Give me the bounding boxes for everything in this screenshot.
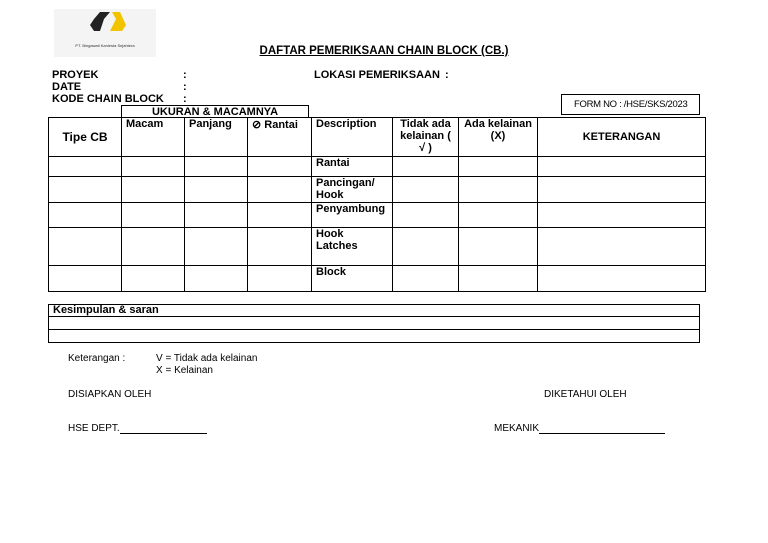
row-desc: Pancingan/ Hook bbox=[312, 177, 393, 203]
table-row bbox=[49, 203, 706, 228]
hse-sign bbox=[68, 423, 207, 434]
colon: : bbox=[183, 69, 187, 81]
cell[interactable] bbox=[459, 157, 538, 177]
cell[interactable] bbox=[122, 266, 185, 292]
cell[interactable] bbox=[122, 203, 185, 228]
cell[interactable] bbox=[393, 203, 459, 228]
logo-text: PT. Bingawati Kaniesta Sejahtera bbox=[75, 43, 135, 48]
row-desc: Rantai bbox=[312, 157, 393, 177]
form-no: FORM NO : /HSE/SKS/2023 bbox=[574, 99, 688, 110]
table-row bbox=[49, 228, 706, 266]
cell[interactable] bbox=[393, 177, 459, 203]
cell[interactable] bbox=[538, 203, 706, 228]
cell[interactable] bbox=[393, 228, 459, 266]
legend-label: Keterangan : bbox=[68, 353, 126, 364]
proyek-label: PROYEK bbox=[52, 69, 99, 81]
date-label: DATE bbox=[52, 81, 82, 93]
cell[interactable] bbox=[393, 157, 459, 177]
cell[interactable] bbox=[459, 228, 538, 266]
cell[interactable] bbox=[49, 266, 122, 292]
row-desc: Block bbox=[312, 266, 393, 292]
table-row bbox=[49, 157, 706, 177]
colon: : bbox=[445, 69, 449, 81]
cell[interactable] bbox=[538, 157, 706, 177]
cell[interactable] bbox=[459, 266, 538, 292]
cell[interactable] bbox=[538, 266, 706, 292]
cell[interactable] bbox=[49, 203, 122, 228]
form-no-box bbox=[561, 94, 700, 115]
header-panjang: Panjang bbox=[185, 118, 248, 157]
cell[interactable] bbox=[538, 228, 706, 266]
header-row bbox=[49, 118, 706, 157]
mekanik-sign-line[interactable] bbox=[539, 423, 665, 434]
cell[interactable] bbox=[248, 203, 312, 228]
cell[interactable] bbox=[393, 266, 459, 292]
cell[interactable] bbox=[248, 157, 312, 177]
header-description: Description bbox=[312, 118, 393, 157]
legend-x: X = Kelainan bbox=[156, 365, 213, 376]
colon: : bbox=[183, 93, 187, 105]
header-rantai: ⊘ Rantai bbox=[248, 118, 312, 157]
colon: : bbox=[183, 81, 187, 93]
page-title: DAFTAR PEMERIKSAAN CHAIN BLOCK (CB.) bbox=[259, 45, 509, 57]
kesimpulan-box[interactable] bbox=[48, 304, 700, 343]
kesimpulan-label: Kesimpulan & saran bbox=[49, 305, 699, 317]
table-row bbox=[49, 266, 706, 292]
cell[interactable] bbox=[459, 203, 538, 228]
kode-label: KODE CHAIN BLOCK bbox=[52, 93, 164, 105]
mekanik-sign bbox=[494, 423, 665, 434]
cell[interactable] bbox=[185, 177, 248, 203]
cell[interactable] bbox=[185, 266, 248, 292]
cell[interactable] bbox=[185, 203, 248, 228]
row-desc: Hook Latches bbox=[312, 228, 393, 266]
known-by: DIKETAHUI OLEH bbox=[544, 389, 627, 400]
cell[interactable] bbox=[185, 228, 248, 266]
cell[interactable] bbox=[248, 228, 312, 266]
cell[interactable] bbox=[49, 157, 122, 177]
group-header: UKURAN & MACAMNYA bbox=[121, 105, 309, 118]
hse-sign-line[interactable] bbox=[120, 423, 207, 434]
header-ada: Ada kelainan (X) bbox=[459, 118, 538, 157]
cell[interactable] bbox=[248, 266, 312, 292]
inspection-table bbox=[48, 117, 706, 292]
cell[interactable] bbox=[185, 157, 248, 177]
header-tidak-ada: Tidak ada kelainan ( √ ) bbox=[393, 118, 459, 157]
lokasi-label: LOKASI PEMERIKSAAN bbox=[314, 69, 440, 81]
cell[interactable] bbox=[459, 177, 538, 203]
cell[interactable] bbox=[122, 177, 185, 203]
header-keterangan: KETERANGAN bbox=[538, 118, 706, 157]
kesimpulan-line[interactable] bbox=[49, 317, 699, 330]
cell[interactable] bbox=[122, 157, 185, 177]
header-tipe: Tipe CB bbox=[49, 118, 122, 157]
cell[interactable] bbox=[248, 177, 312, 203]
hse-label: HSE DEPT. bbox=[68, 423, 120, 434]
header-macam: Macam bbox=[122, 118, 185, 157]
cell[interactable] bbox=[49, 228, 122, 266]
row-desc: Penyambung bbox=[312, 203, 393, 228]
cell[interactable] bbox=[49, 177, 122, 203]
cell[interactable] bbox=[538, 177, 706, 203]
table-row bbox=[49, 177, 706, 203]
prepared-by: DISIAPKAN OLEH bbox=[68, 389, 152, 400]
mekanik-label: MEKANIK bbox=[494, 423, 540, 434]
cell[interactable] bbox=[122, 228, 185, 266]
legend-v: V = Tidak ada kelainan bbox=[156, 353, 258, 364]
